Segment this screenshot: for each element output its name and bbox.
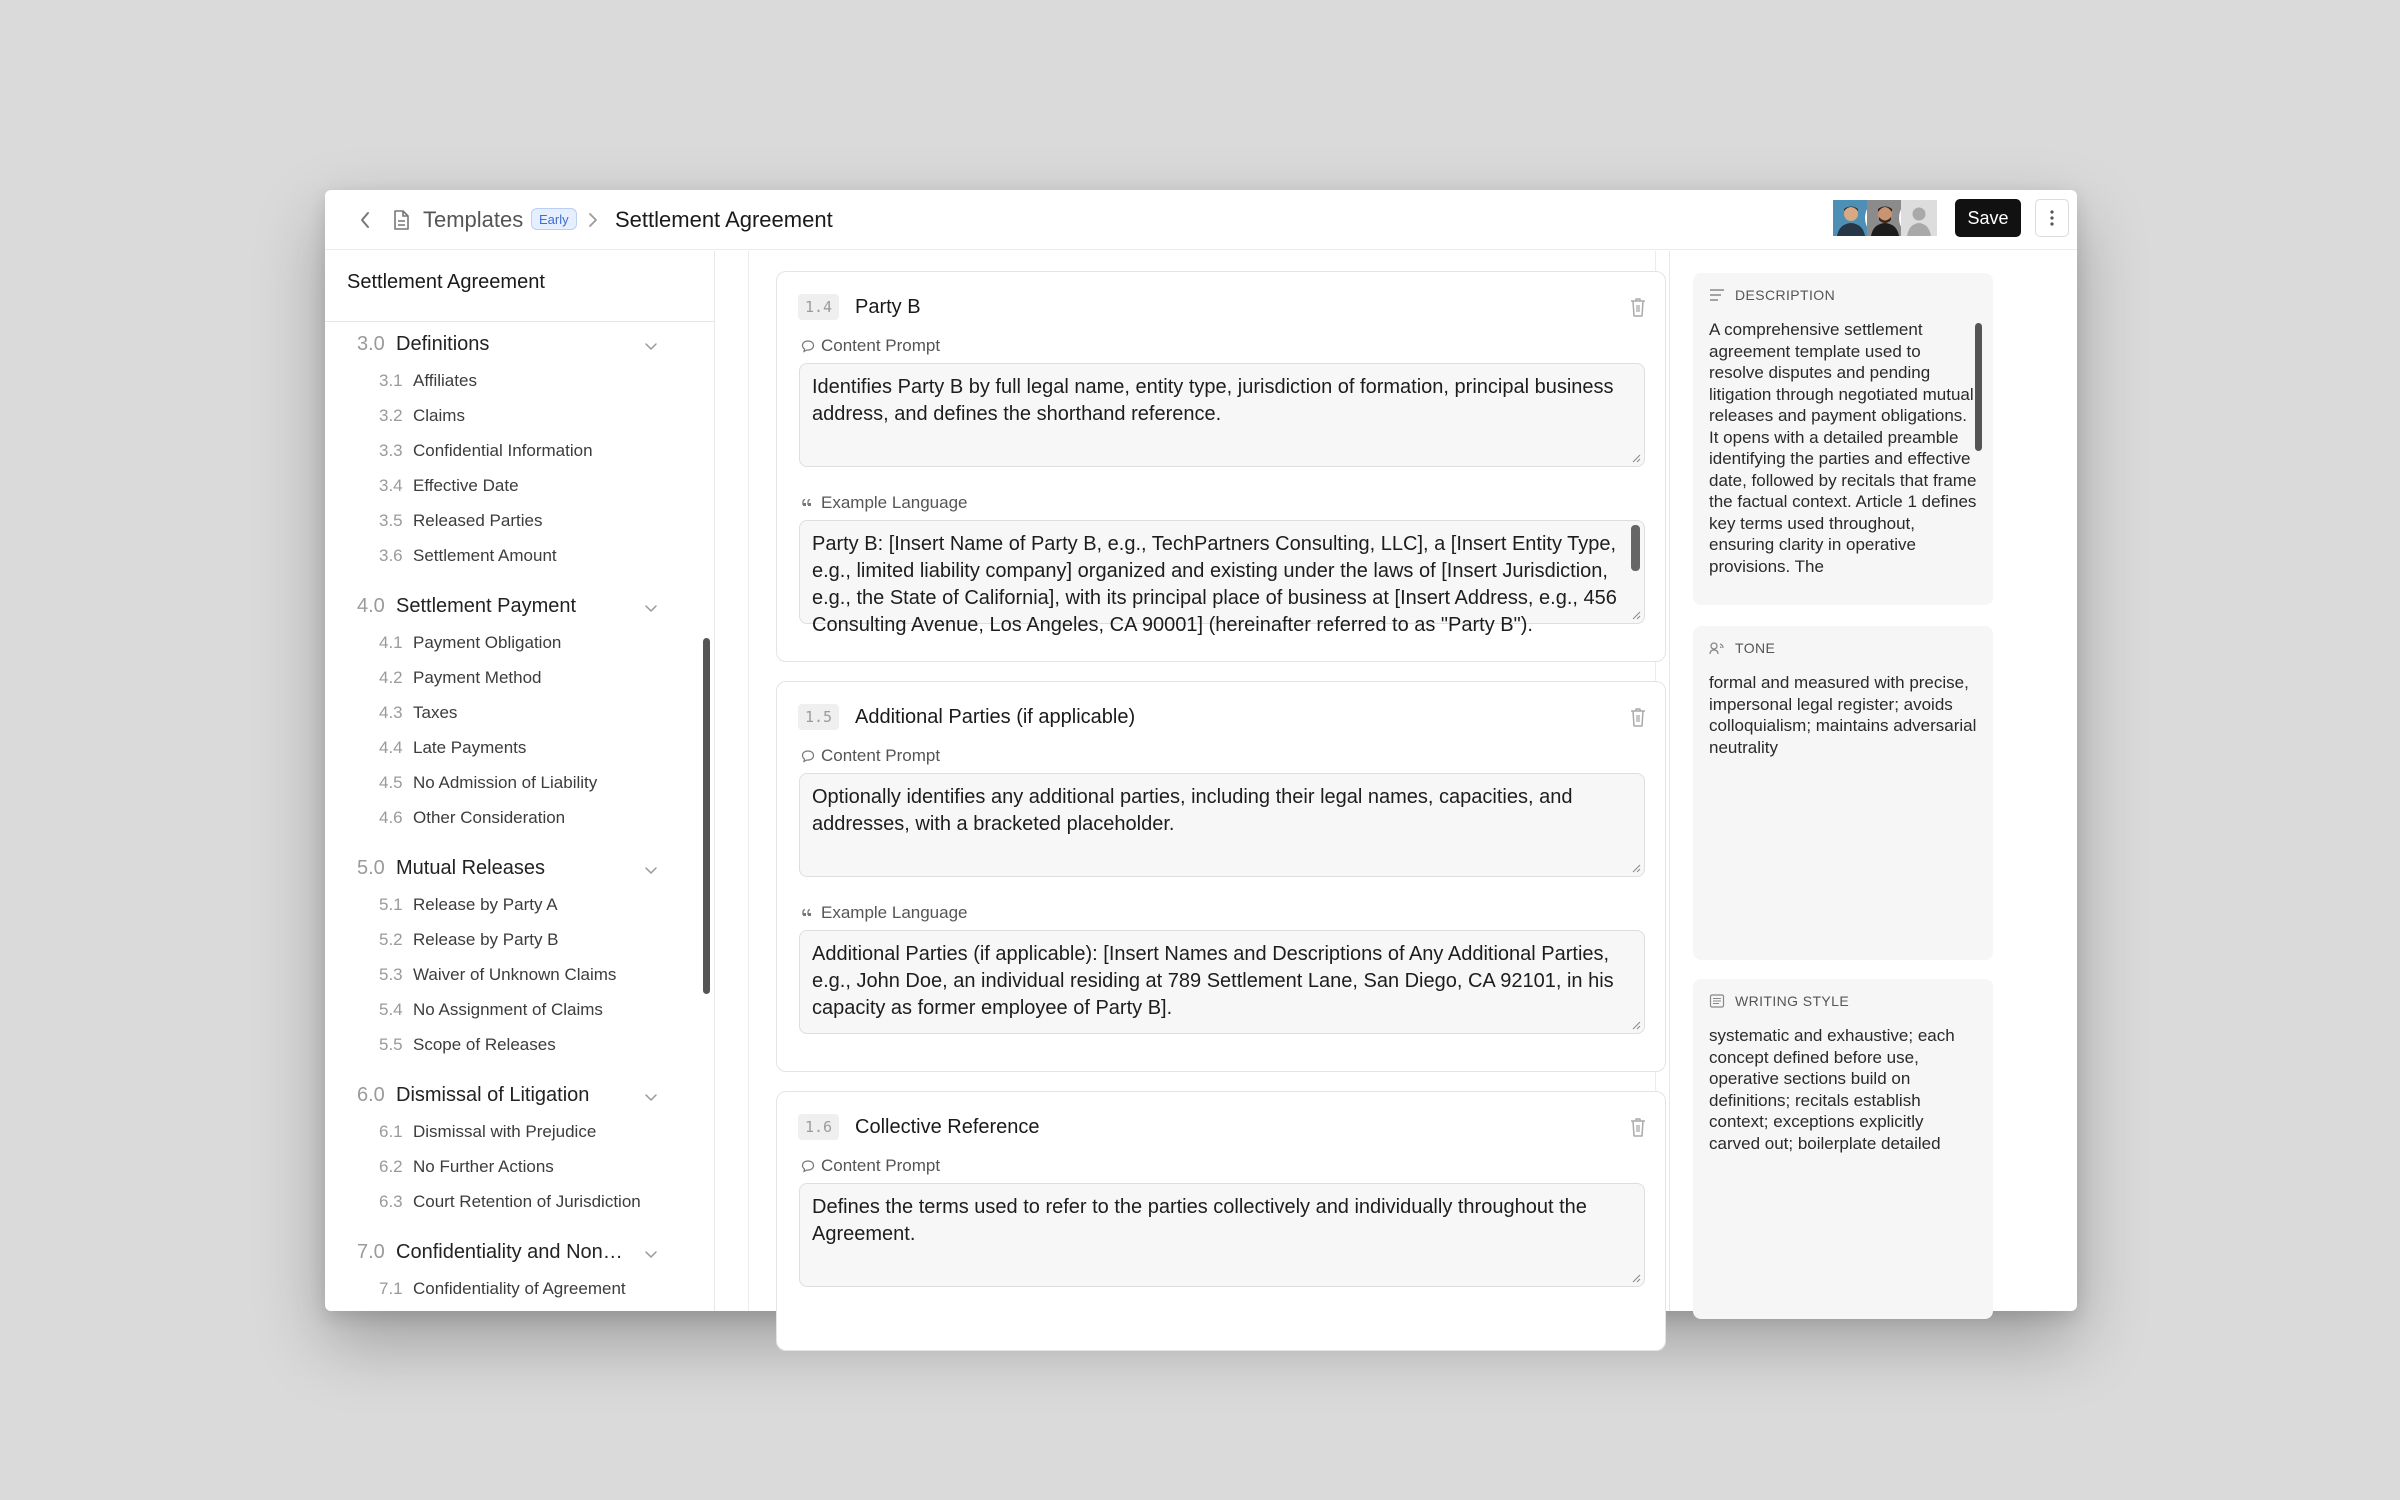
toc-item[interactable] [325, 963, 714, 989]
toc-item-label: Release by Party A [413, 895, 558, 914]
quote-icon [801, 906, 815, 920]
content-prompt-text: Defines the terms used to refer to the parties collectively and individually throughout the Agreement. [812, 1196, 1587, 1245]
example-language-text: Party B: [Insert Name of Party B, e.g., TechPartners Consulting, LLC], a [Insert Entity Type, e.g., limited liability company] organized and existing under the laws of [Insert Jurisdiction, e.g., the State of California], with its principal place of business at [Insert Address, e.g., 456 Consulting Avenue, Los Angeles, CA 90001] (hereinafter referred to as "Party B"). [812, 533, 1617, 636]
resize-handle-icon[interactable] [1631, 1273, 1641, 1283]
toc-item[interactable] [325, 1033, 714, 1059]
content-prompt-label-text: Content Prompt [821, 746, 941, 765]
section-title[interactable]: Additional Parties (if applicable) [855, 706, 1136, 728]
toc-item-label: Taxes [413, 703, 458, 722]
section-title[interactable]: Collective Reference [855, 1116, 1040, 1138]
content-prompt-text: Optionally identifies any additional parties, including their legal names, capacities, and addresses, with a bracketed placeholder. [812, 786, 1573, 835]
section-editor [716, 251, 1670, 1311]
trash-icon[interactable] [1628, 296, 1648, 318]
section-title[interactable]: Party B [855, 296, 921, 318]
toc-item-label: Confidentiality of Agreement [413, 1279, 626, 1298]
avatar[interactable] [1899, 198, 1939, 238]
description-heading [1709, 287, 1835, 303]
toc-item-number: 3.1 [379, 371, 403, 390]
toc-item[interactable] [325, 928, 714, 954]
resize-handle-icon[interactable] [1631, 863, 1641, 873]
content-prompt-label-text: Content Prompt [821, 1156, 941, 1175]
example-language-label [801, 903, 968, 923]
toc-section-number: 3.0 [357, 333, 385, 355]
example-language-text: Additional Parties (if applicable): [Insert Names and Descriptions of Any Additional Parties, e.g., John Doe, an individual residing at 789 Settlement Lane, San Diego, CA 92101, in his capacity as former employee of Party B]. [812, 943, 1614, 1019]
resize-handle-icon[interactable] [1631, 1020, 1641, 1030]
app-window [325, 190, 2077, 1311]
toc-item-number: 5.2 [379, 930, 403, 949]
toc-item-label: Court Retention of Jurisdiction [413, 1192, 641, 1211]
section-card-collective-reference [776, 1091, 1666, 1351]
toc-item[interactable] [325, 474, 714, 500]
chevron-down-icon[interactable] [642, 599, 660, 617]
toc-item-label: Payment Obligation [413, 633, 562, 652]
trash-icon[interactable] [1628, 706, 1648, 728]
outline-sidebar [325, 251, 715, 1311]
toc-item[interactable] [325, 631, 714, 657]
breadcrumb-current: Settlement Agreement [615, 207, 833, 232]
example-language-label-text: Example Language [821, 903, 968, 922]
trash-icon[interactable] [1628, 1116, 1648, 1138]
toc-section-number: 4.0 [357, 595, 385, 617]
content-prompt-text: Identifies Party B by full legal name, entity type, jurisdiction of formation, principal business address, and defines the shorthand reference. [812, 376, 1614, 425]
description-box[interactable] [1693, 273, 1993, 605]
toc-item-label: Other Consideration [413, 808, 566, 827]
toc-item-label: No Assignment of Claims [413, 1000, 603, 1019]
document-icon [389, 208, 413, 232]
toc-item-number: 4.5 [379, 773, 403, 792]
toc-item[interactable] [325, 544, 714, 570]
toc-item-number: 4.1 [379, 633, 403, 652]
speech-bubble-icon [801, 339, 815, 353]
collaborator-avatars [1831, 198, 1941, 238]
toc-item-label: Waiver of Unknown Claims [413, 965, 617, 984]
toc-item[interactable] [325, 998, 714, 1024]
toc-item-number: 4.6 [379, 808, 403, 827]
toc-item[interactable] [325, 701, 714, 727]
breadcrumb-templates[interactable]: Templates [423, 207, 524, 232]
writing-style-text: systematic and exhaustive; each concept defined before use, operative sections build on definitions; recitals establish context; exceptions explicitly carved out; boilerplate detailed [1709, 1026, 1955, 1153]
people-chat-icon [1709, 641, 1725, 655]
more-vertical-icon [2049, 208, 2055, 228]
chevron-down-icon[interactable] [642, 1245, 660, 1263]
toc-item-label: Scope of Releases [413, 1035, 556, 1054]
content-prompt-input[interactable] [799, 363, 1645, 467]
toc-section[interactable] [325, 1239, 714, 1269]
resize-handle-icon[interactable] [1631, 610, 1641, 620]
quote-icon [801, 496, 815, 510]
chevron-down-icon[interactable] [642, 861, 660, 879]
toc-item-label: Claims [413, 406, 465, 425]
toc-section[interactable] [325, 331, 714, 361]
toc-item-number: 6.3 [379, 1192, 403, 1211]
toc-item[interactable] [325, 736, 714, 762]
toc-item-number: 5.1 [379, 895, 403, 914]
toc-section-label: Mutual Releases [396, 857, 545, 879]
toc-item-label: Settlement Amount [413, 546, 557, 565]
editor-gutter-left [748, 251, 749, 1311]
speech-bubble-icon [801, 749, 815, 763]
sidebar-scrollbar[interactable] [703, 638, 710, 994]
toc-item[interactable] [325, 1155, 714, 1181]
sidebar-divider [325, 321, 714, 322]
toc-item-label: No Further Actions [413, 1157, 554, 1176]
section-card-additional-parties [776, 681, 1666, 1072]
toc-item-number: 5.5 [379, 1035, 403, 1054]
tone-heading [1709, 640, 1775, 656]
content-prompt-input[interactable] [799, 773, 1645, 877]
toc-section-label: Confidentiality and Non… [396, 1241, 623, 1263]
section-number: 1.4 [798, 294, 839, 320]
tone-box[interactable] [1693, 626, 1993, 960]
more-options-button[interactable] [2035, 199, 2069, 237]
document-lines-icon [1709, 994, 1725, 1008]
content-prompt-label [801, 336, 940, 356]
content-prompt-input[interactable] [799, 1183, 1645, 1287]
save-button[interactable]: Save [1955, 199, 2021, 237]
toc-item-number: 6.2 [379, 1157, 403, 1176]
section-number: 1.6 [798, 1114, 839, 1140]
back-button[interactable] [353, 208, 377, 232]
toc-item-label: Dismissal with Prejudice [413, 1122, 597, 1141]
toc-item-number: 3.3 [379, 441, 403, 460]
toc-item[interactable] [325, 893, 714, 919]
toc-item-number: 4.3 [379, 703, 403, 722]
toc-item[interactable] [325, 666, 714, 692]
toc-item-label: Effective Date [413, 476, 519, 495]
sidebar-title: Settlement Agreement [347, 271, 545, 293]
description-scrollbar[interactable] [1975, 323, 1982, 451]
content-prompt-label-text: Content Prompt [821, 336, 941, 355]
toc-section-label: Dismissal of Litigation [396, 1084, 590, 1106]
toc-item-label: Confidential Information [413, 441, 593, 460]
example-language-input[interactable] [799, 930, 1645, 1034]
early-badge: Early [531, 208, 577, 230]
toc-item[interactable] [325, 771, 714, 797]
toc-item[interactable] [325, 404, 714, 430]
toc-item-label: Release by Party B [413, 930, 559, 949]
description-text: A comprehensive settlement agreement template used to resolve disputes and pending litigation through negotiated mutual releases and payment obligations. It opens with a detailed preamble identifying the parties and effective date, followed by recitals that frame the factual context. Article 1 defines key terms used throughout, ensuring clarity in operative provisions. The [1709, 320, 1977, 576]
example-language-label [801, 493, 968, 513]
toc-section[interactable] [325, 593, 714, 623]
tone-text: formal and measured with precise, impersonal legal register; avoids colloquialism; maintains adversarial neutrality [1709, 673, 1977, 757]
toc-item-label: Payment Method [413, 668, 542, 687]
toc-item[interactable] [325, 1277, 714, 1303]
chevron-down-icon[interactable] [642, 1088, 660, 1106]
section-card-party-b [776, 271, 1666, 662]
toc-item-number: 6.1 [379, 1122, 403, 1141]
lines-icon [1709, 288, 1725, 302]
writing-style-heading [1709, 993, 1849, 1009]
toc-section-number: 7.0 [357, 1241, 385, 1263]
toc-item-label: Late Payments [413, 738, 527, 757]
toc-item-number: 3.2 [379, 406, 403, 425]
toc-item[interactable] [325, 509, 714, 535]
resize-handle-icon[interactable] [1631, 453, 1641, 463]
toc-item-label: No Admission of Liability [413, 773, 598, 792]
toc-item-number: 7.1 [379, 1279, 403, 1298]
toc-item[interactable] [325, 369, 714, 395]
toc-section-label: Settlement Payment [396, 595, 577, 617]
toc-item[interactable] [325, 806, 714, 832]
top-header [325, 190, 2077, 250]
toc-section[interactable] [325, 1082, 714, 1112]
toc-item-number: 4.2 [379, 668, 403, 687]
writing-style-label: WRITING STYLE [1735, 993, 1850, 1009]
toc-item[interactable] [325, 439, 714, 465]
content-prompt-label [801, 1156, 940, 1176]
toc-item-number: 3.5 [379, 511, 403, 530]
toc-section-number: 6.0 [357, 1084, 385, 1106]
description-label: DESCRIPTION [1735, 287, 1836, 303]
section-number: 1.5 [798, 704, 839, 730]
toc-item-number: 3.4 [379, 476, 403, 495]
back-chevron-icon [358, 210, 372, 230]
toc-item-label: Affiliates [413, 371, 477, 390]
example-scrollbar[interactable] [1631, 525, 1640, 571]
toc-item-number: 4.4 [379, 738, 403, 757]
toc-item[interactable] [325, 1120, 714, 1146]
example-language-input[interactable] [799, 520, 1645, 636]
chevron-down-icon[interactable] [642, 337, 660, 355]
toc-section-label: Definitions [396, 333, 490, 355]
toc-item-number: 5.3 [379, 965, 403, 984]
toc-section-number: 5.0 [357, 857, 385, 879]
writing-style-box[interactable] [1693, 979, 1993, 1319]
toc-item-label: Released Parties [413, 511, 543, 530]
toc-item-number: 5.4 [379, 1000, 403, 1019]
toc-section[interactable] [325, 855, 714, 885]
template-properties-panel [1671, 251, 2077, 1311]
toc-item-number: 3.6 [379, 546, 403, 565]
toc-item[interactable] [325, 1190, 714, 1216]
speech-bubble-icon [801, 1159, 815, 1173]
content-prompt-label [801, 746, 940, 766]
breadcrumb-chevron-icon [583, 208, 603, 232]
tone-label: TONE [1735, 640, 1776, 656]
example-language-label-text: Example Language [821, 493, 968, 512]
